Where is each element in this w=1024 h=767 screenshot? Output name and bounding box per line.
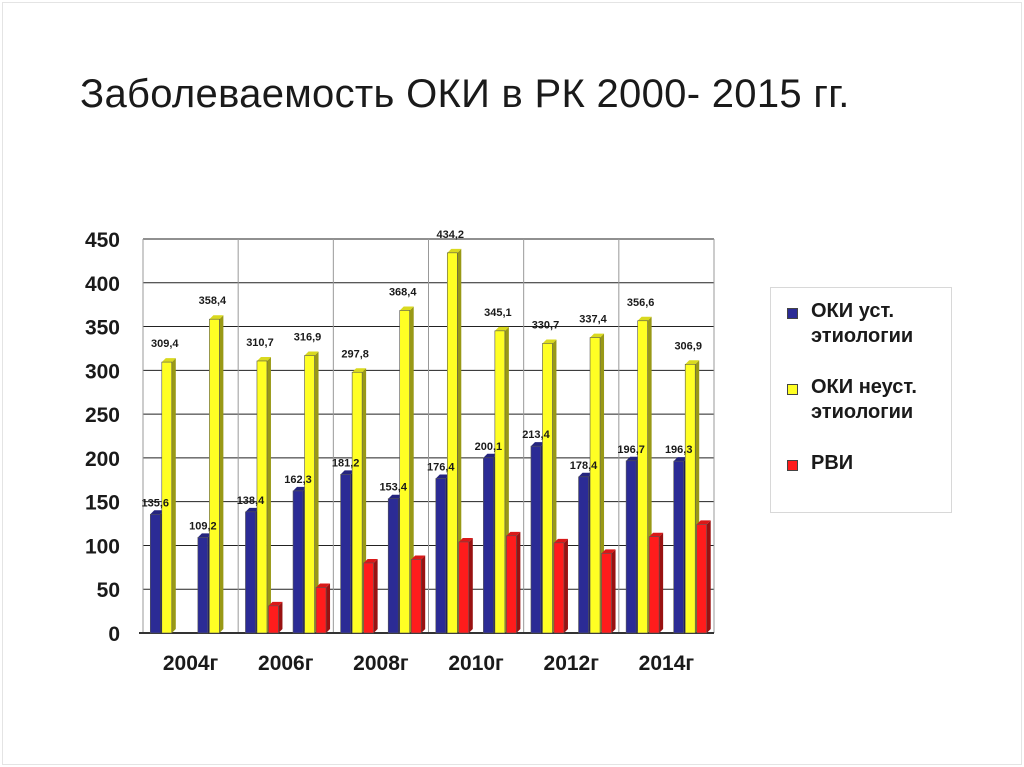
data-label: 181,2 bbox=[331, 457, 360, 470]
data-label: 330,7 bbox=[531, 319, 560, 332]
bar bbox=[245, 512, 255, 633]
legend-label: ОКИ неуст. bbox=[811, 376, 917, 398]
data-label: 213,4 bbox=[522, 429, 550, 442]
data-label: 316,9 bbox=[293, 331, 322, 344]
y-tick-label: 450 bbox=[84, 229, 120, 252]
data-label: 178,4 bbox=[569, 459, 598, 472]
y-tick-label: 250 bbox=[84, 404, 120, 428]
data-label: 345,1 bbox=[484, 306, 512, 319]
legend-label: этиологии bbox=[811, 401, 914, 423]
legend-label: этиологии bbox=[811, 325, 914, 347]
data-label: 196,3 bbox=[664, 444, 693, 457]
bar bbox=[436, 479, 446, 633]
data-label: 153,4 bbox=[379, 481, 407, 494]
y-tick-label: 150 bbox=[84, 491, 120, 515]
bar bbox=[198, 537, 208, 633]
bar bbox=[293, 491, 303, 633]
x-tick-label: 2014г bbox=[638, 652, 695, 675]
bar bbox=[626, 461, 636, 633]
bar-side bbox=[219, 315, 223, 633]
bar bbox=[150, 514, 160, 633]
bar bbox=[542, 343, 552, 633]
y-tick-label: 50 bbox=[96, 579, 120, 603]
data-label: 196,7 bbox=[617, 443, 645, 456]
x-tick-label: 2006г bbox=[258, 652, 314, 675]
bar bbox=[483, 458, 493, 633]
bar-side bbox=[374, 559, 378, 633]
bar-side bbox=[659, 533, 663, 633]
data-label: 162,3 bbox=[284, 473, 312, 486]
data-label: 309,4 bbox=[151, 338, 179, 351]
bar bbox=[316, 587, 326, 633]
bar bbox=[341, 474, 351, 633]
x-tick-label: 2008г bbox=[353, 652, 409, 675]
legend-swatch-red bbox=[787, 460, 798, 471]
bar bbox=[685, 364, 695, 633]
chart-legend bbox=[770, 287, 952, 513]
x-tick-label: 2004г bbox=[162, 652, 219, 675]
y-tick-label: 200 bbox=[84, 447, 120, 471]
data-label: 200,1 bbox=[474, 440, 503, 453]
bar bbox=[388, 499, 398, 633]
y-tick-label: 350 bbox=[84, 316, 120, 340]
data-label: 176,4 bbox=[427, 461, 455, 474]
bar-side bbox=[612, 549, 616, 633]
bar-side bbox=[278, 602, 282, 633]
bar bbox=[697, 524, 707, 633]
bar bbox=[305, 356, 315, 633]
data-label: 138,4 bbox=[236, 494, 265, 507]
bar bbox=[400, 310, 410, 633]
bar-side bbox=[326, 583, 330, 633]
bar-side bbox=[707, 520, 711, 633]
y-tick-label: 0 bbox=[108, 623, 120, 646]
bar bbox=[531, 446, 541, 633]
data-label: 358,4 bbox=[198, 295, 227, 308]
bar bbox=[674, 461, 684, 633]
bar-side bbox=[172, 358, 176, 633]
bar bbox=[364, 563, 374, 633]
bar bbox=[554, 543, 564, 633]
bar bbox=[268, 606, 278, 633]
x-tick-label: 2010г bbox=[448, 652, 504, 675]
data-label: 356,6 bbox=[626, 296, 655, 309]
data-label: 306,9 bbox=[674, 340, 702, 353]
data-label: 310,7 bbox=[246, 336, 274, 349]
bar bbox=[590, 338, 600, 633]
bar-side bbox=[469, 538, 473, 633]
bar bbox=[459, 542, 469, 633]
bar bbox=[506, 536, 516, 633]
bar bbox=[602, 553, 612, 633]
bar-side bbox=[516, 532, 520, 633]
bar bbox=[579, 477, 589, 633]
legend-swatch-blue bbox=[787, 308, 798, 319]
data-label: 434,2 bbox=[436, 228, 465, 241]
bar bbox=[495, 331, 505, 633]
bar bbox=[411, 559, 421, 633]
bar bbox=[447, 253, 457, 633]
legend-label: РВИ bbox=[811, 452, 854, 474]
bar-side bbox=[267, 357, 271, 633]
y-tick-label: 400 bbox=[84, 272, 120, 296]
slide-title: Заболеваемость ОКИ в РК 2000- 2015 гг. bbox=[80, 72, 850, 116]
bar-side bbox=[564, 539, 568, 633]
legend-item-rvi bbox=[787, 451, 952, 476]
data-label: 135,6 bbox=[141, 497, 170, 510]
legend-swatch-yellow bbox=[787, 384, 798, 395]
legend-item-oki-unestablished bbox=[787, 375, 952, 425]
legend-item-oki-established bbox=[787, 299, 952, 349]
bar bbox=[649, 537, 659, 633]
data-label: 297,8 bbox=[341, 348, 369, 361]
data-label: 368,4 bbox=[388, 286, 417, 299]
x-tick-label: 2012г bbox=[543, 652, 599, 675]
legend-label: ОКИ уст. bbox=[811, 300, 895, 322]
bar bbox=[352, 372, 362, 633]
data-label: 337,4 bbox=[579, 313, 607, 326]
y-tick-label: 100 bbox=[84, 535, 120, 559]
bar bbox=[638, 321, 648, 633]
data-label: 109,2 bbox=[189, 520, 217, 533]
bar bbox=[209, 319, 219, 633]
bar-side bbox=[421, 555, 425, 633]
y-tick-label: 300 bbox=[84, 360, 120, 384]
